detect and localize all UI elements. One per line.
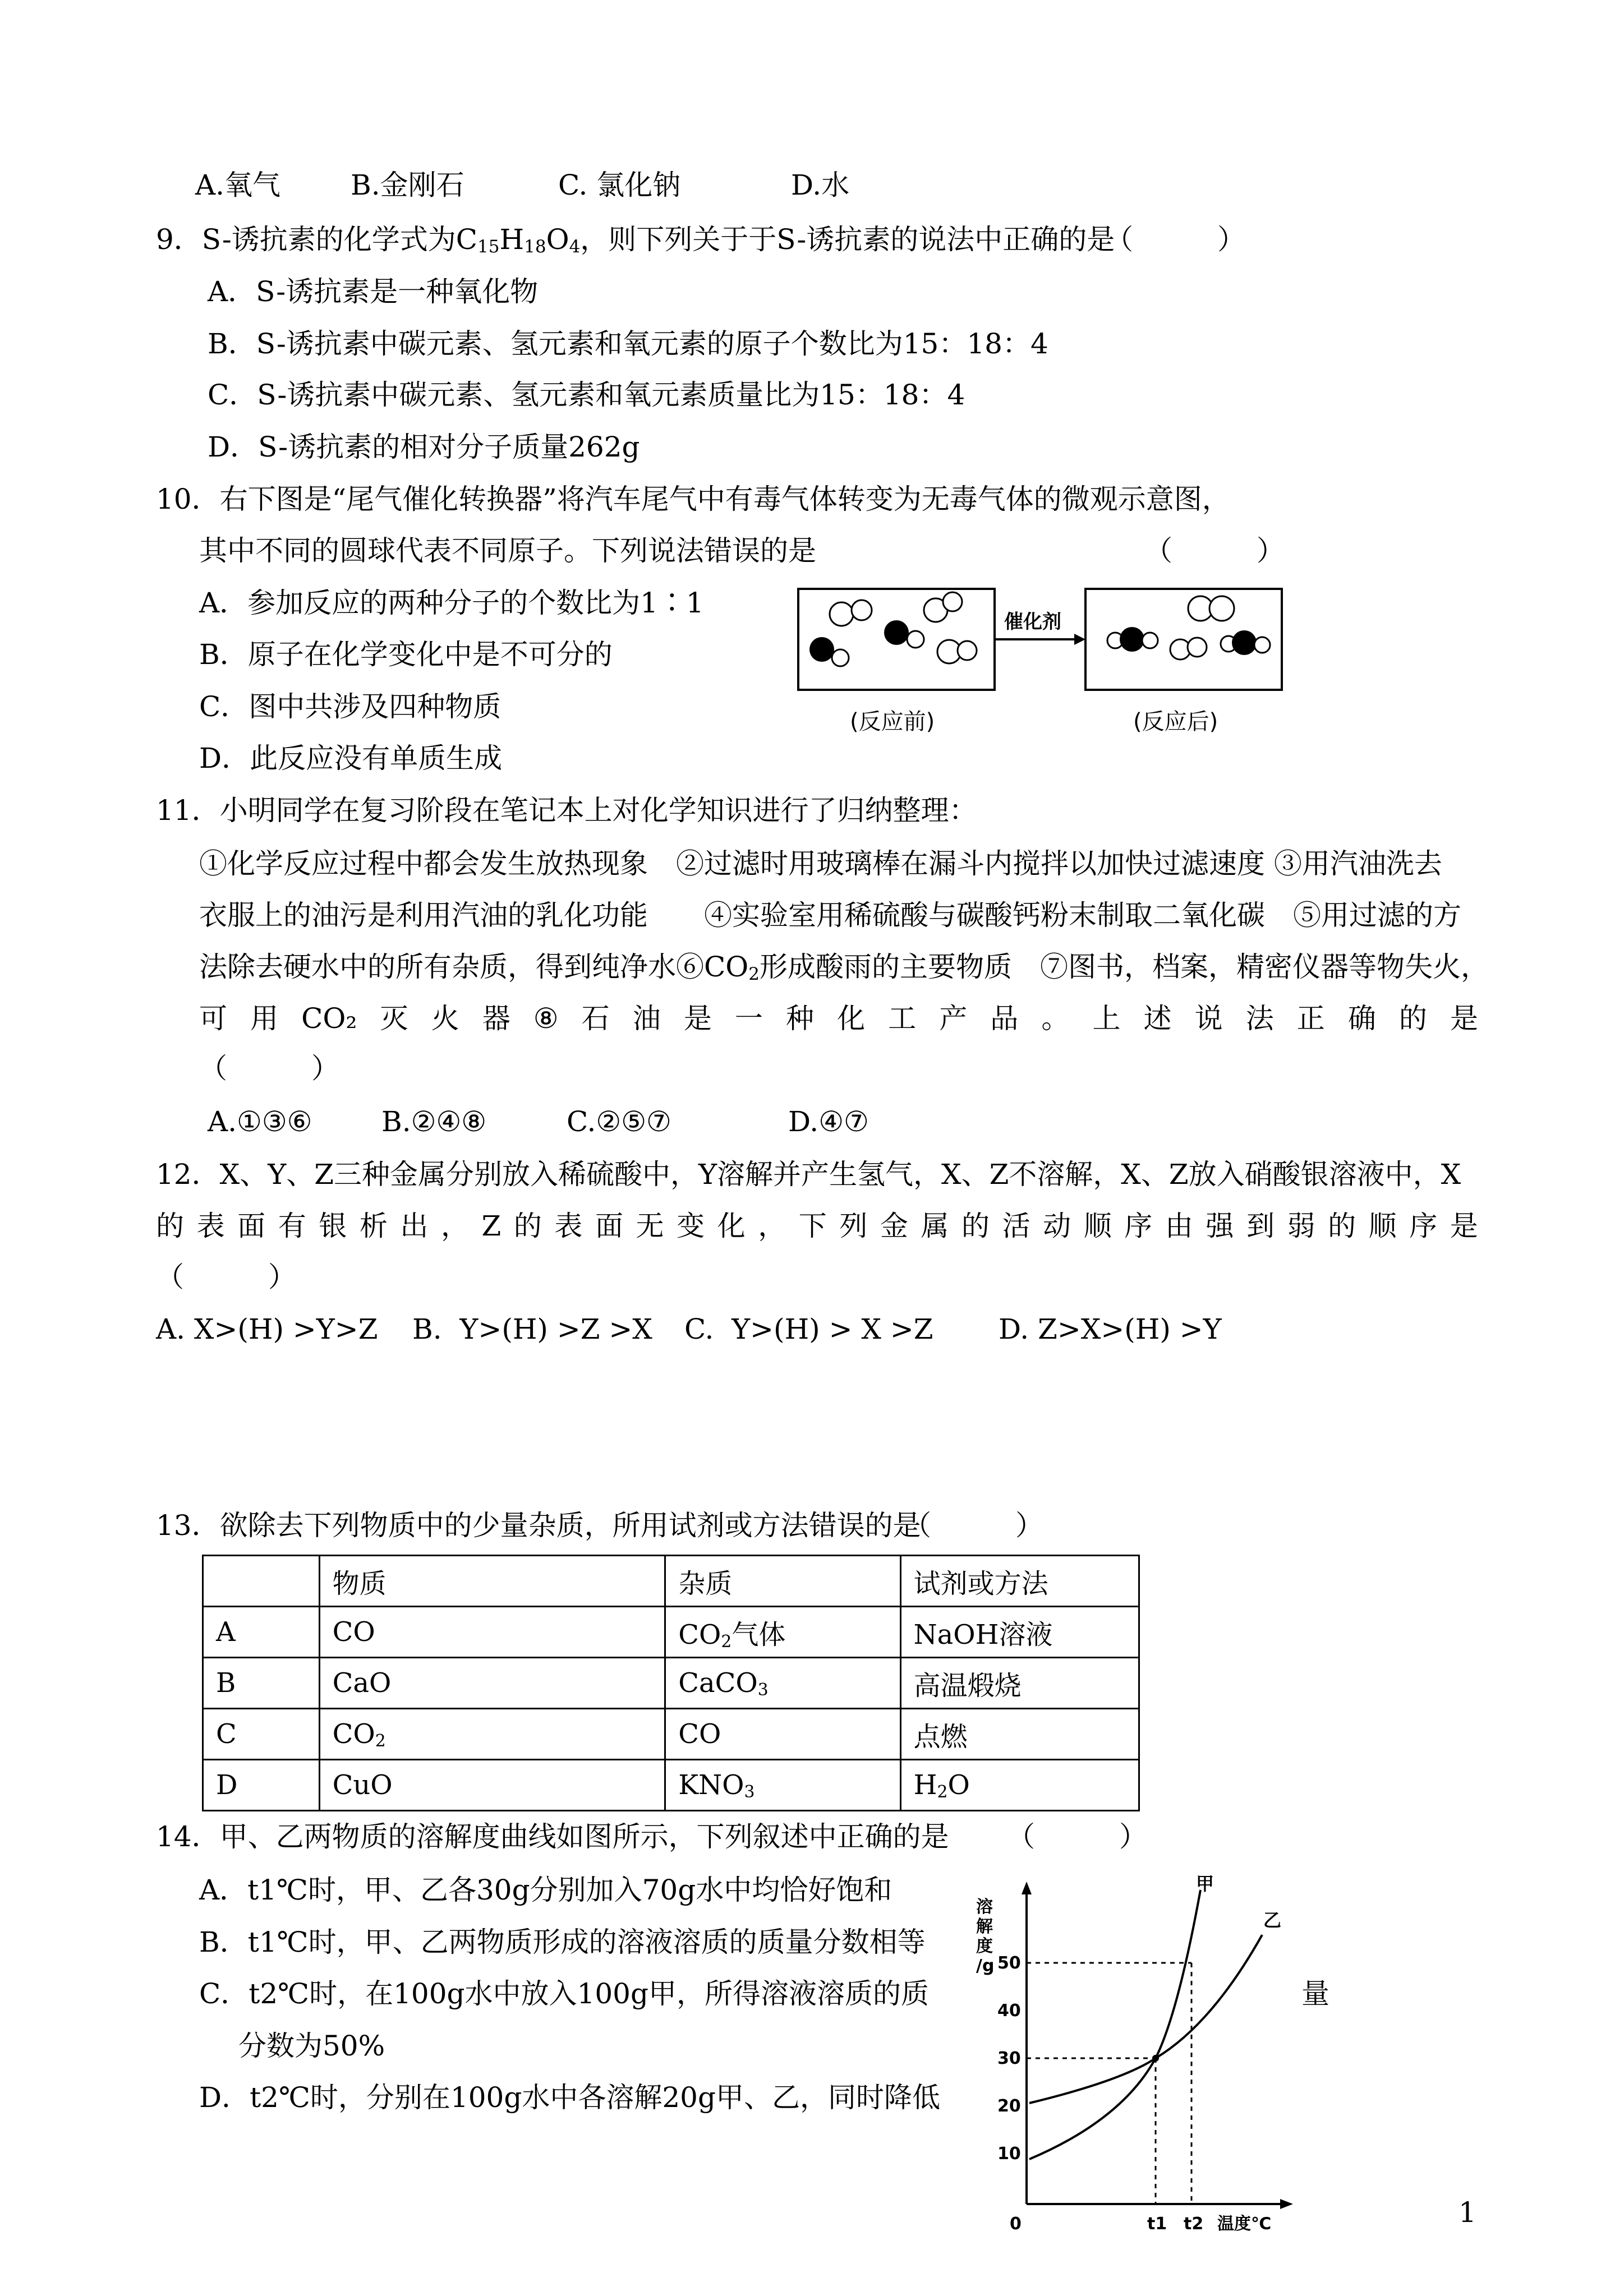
q10-option-c: C．图中共涉及四种物质	[199, 690, 502, 723]
table-cell: NaOH溶液	[900, 1607, 1139, 1658]
curve-yi	[1029, 1935, 1262, 2103]
table-header-cell: 试剂或方法	[900, 1556, 1139, 1607]
q12-answer-blank: （ ）	[156, 1261, 296, 1293]
q13-stem: 13．欲除去下列物质中的少量杂质，所用试剂或方法错误的是	[156, 1509, 921, 1542]
table-cell: 点燃	[900, 1709, 1139, 1760]
q11-answer-blank: （ ）	[199, 1052, 339, 1085]
q11-option-d: D.④⑦	[788, 1105, 869, 1138]
table-cell: 高温煅烧	[900, 1658, 1139, 1709]
x-tick-label: t1	[1147, 2214, 1167, 2232]
q14-option-b: B．t1℃时，甲、乙两物质形成的溶液溶质的质量分数相等	[199, 1926, 926, 1958]
q11-line3: 衣服上的油污是利用汽油的乳化功能 ④实验室用稀硫酸与碳酸钙粉末制取二氧化碳 ⑤用过滤的方	[199, 899, 1461, 932]
q10-option-b: B．原子在化学变化中是不可分的	[199, 638, 613, 671]
series-label-jia: 甲	[1196, 1873, 1214, 1894]
q14-option-c-line1: C．t2℃时，在100g水中放入100g甲，所得溶液溶质的质	[199, 1977, 929, 2010]
q12-option-b: B. Y>(H) >Z >X	[412, 1313, 652, 1345]
q9-stem: 9．S-诱抗素的化学式为$C_{15}H_{18}O_4$，则下列关于于S-诱抗素的说法中正确的是	[156, 223, 1115, 257]
q14-option-d: D．t2℃时，分别在100g水中各溶解20g甲、乙，同时降低	[199, 2081, 940, 2114]
page-number: 1	[1459, 2196, 1476, 2229]
y-tick-label: 40	[997, 2001, 1021, 2021]
y-axis-label-4: /g	[976, 1956, 995, 1976]
q14-option-a: A．t1℃时，甲、乙各30g分别加入70g水中均恰好饱和	[199, 1874, 892, 1906]
before-label: (反应前)	[850, 709, 935, 735]
q8-option-d: D.水	[791, 169, 850, 201]
q11-line4: 法除去硬水中的所有杂质，得到纯净水$⑥CO_2$形成酸雨的主要物质 ⑦图书，档案，精密仪器等物失火，	[199, 951, 1489, 985]
x-tick-label: t2	[1184, 2214, 1204, 2232]
q14-answer-blank: （ ）	[1007, 1820, 1147, 1853]
q13-answer-blank: （ ）	[903, 1509, 1043, 1542]
y-axis-label-1: 溶	[976, 1897, 993, 1917]
table-cell: CO	[665, 1709, 900, 1760]
table-cell: $KNO_3$	[665, 1760, 900, 1811]
q10-option-d: D．此反应没有单质生成	[199, 742, 503, 774]
table-row	[203, 1709, 1139, 1760]
q11-stem-line1: 11．小明同学在复习阶段在笔记本上对化学知识进行了归纳整理：	[156, 794, 977, 827]
table-cell: CaCO$_3$	[665, 1658, 900, 1709]
table-cell: C	[203, 1709, 320, 1760]
after-label: (反应后)	[1133, 709, 1218, 735]
table-header-cell: 杂质	[665, 1556, 900, 1607]
table-cell: CaO	[319, 1658, 665, 1709]
table-cell: $CO_2$气体	[665, 1607, 900, 1658]
table-cell: CuO	[319, 1760, 665, 1811]
q9-option-a: A．S-诱抗素是一种氧化物	[208, 275, 539, 308]
table-header-row	[203, 1556, 1139, 1607]
table-cell: $CO_2$	[319, 1709, 665, 1760]
origin-label: 0	[1010, 2214, 1022, 2232]
y-tick-label: 50	[997, 1953, 1021, 1973]
q12-option-c: C. Y>(H) > X >Z	[684, 1313, 933, 1345]
q10-answer-blank: （ ）	[1144, 534, 1285, 567]
table-row	[203, 1760, 1139, 1811]
q14-stem: 14．甲、乙两物质的溶解度曲线如图所示，下列叙述中正确的是	[156, 1820, 949, 1853]
curve-jia	[1029, 1890, 1200, 2159]
q9-option-c: C．S-诱抗素中碳元素、氢元素和氧元素质量比为15：18：4	[208, 379, 965, 411]
table-cell: D	[203, 1760, 320, 1811]
table-header-cell: 物质	[319, 1556, 665, 1607]
y-tick-label: 30	[997, 2049, 1021, 2068]
q10-option-a: A．参加反应的两种分子的个数比为1∶1	[199, 587, 704, 619]
catalyst-label: 催化剂	[1004, 611, 1061, 633]
table-cell: B	[203, 1658, 320, 1709]
q11-option-c: C.②⑤⑦	[567, 1105, 671, 1138]
q9-answer-blank: （ ）	[1105, 223, 1245, 256]
q12-option-a: A. X>(H) >Y>Z	[156, 1313, 378, 1345]
table-cell: A	[203, 1607, 320, 1658]
q11-option-a: A.①③⑥	[208, 1105, 312, 1138]
table-row	[203, 1607, 1139, 1658]
table-cell: $H_2O$	[900, 1760, 1139, 1811]
q12-stem-line2: 的 表 面 有 银 析 出 ， Z 的 表 面 无 变 化 ， 下 列 金 属 的 活 动 顺 序 由 强 到 弱 的 顺 序 是	[156, 1210, 1478, 1242]
q8-option-b: B.金刚石	[351, 169, 464, 201]
solubility-graph	[954, 1868, 1301, 2232]
q10-stem-line2: 其中不同的圆球代表不同原子。下列说法错误的是	[199, 534, 816, 567]
x-axis-label: 温度℃	[1217, 2214, 1272, 2232]
impurity-table	[202, 1555, 1140, 1811]
q12-stem-line1: 12．X、Y、Z三种金属分别放入稀硫酸中，Y溶解并产生氢气，X、Z不溶解，X、Z放入硝酸银溶液中，X	[156, 1158, 1461, 1191]
q14-option-c-line2: 分数为50%	[238, 2030, 385, 2062]
table-header-cell	[203, 1556, 320, 1607]
table-row	[203, 1658, 1139, 1709]
q11-line2: ①化学反应过程中都会发生放热现象 ②过滤时用玻璃棒在漏斗内搅拌以加快过滤速度 ③用汽油洗去	[199, 847, 1442, 880]
q11-line5: 可 用 CO₂ 灭 火 器 ⑧ 石 油 是 一 种 化 工 产 品 。 上 述 说 法 正 确 的 是	[199, 1002, 1478, 1035]
table-cell: CO	[319, 1607, 665, 1658]
y-axis-label-3: 度	[976, 1937, 993, 1956]
q8-option-a: A.氧气	[195, 169, 281, 201]
reaction-diagram	[797, 578, 1301, 746]
q10-stem-line1: 10．右下图是“尾气催化转换器”将汽车尾气中有毒气体转变为无毒气体的微观示意图，	[156, 483, 1230, 515]
series-label-yi: 乙	[1263, 1910, 1282, 1931]
q9-option-b: B．S-诱抗素中碳元素、氢元素和氧元素的原子个数比为15：18：4	[208, 328, 1048, 360]
q9-option-d: D．S-诱抗素的相对分子质量262g	[208, 431, 640, 463]
q11-option-b: B.②④⑧	[381, 1105, 487, 1138]
y-tick-label: 20	[997, 2096, 1021, 2116]
y-axis-label-2: 解	[976, 1917, 993, 1937]
q14-option-c-tail: 量	[1301, 1977, 1329, 2010]
q8-option-c: C. 氯化钠	[558, 169, 681, 201]
y-tick-label: 10	[997, 2144, 1021, 2164]
q12-option-d: D. Z>X>(H) >Y	[999, 1313, 1222, 1345]
